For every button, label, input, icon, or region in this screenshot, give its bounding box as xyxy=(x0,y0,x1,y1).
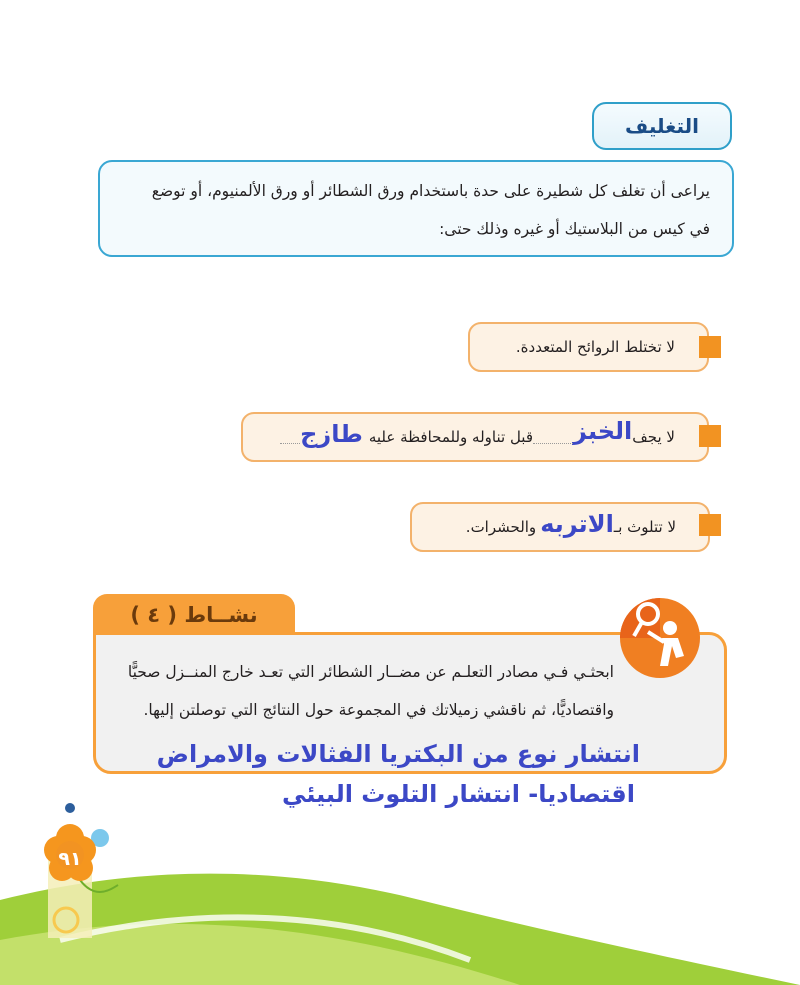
item-prefix: لا يجف xyxy=(632,428,675,446)
intro-box xyxy=(98,160,734,257)
answer-fresh: طازج xyxy=(300,420,363,448)
activity-line-1: ابحثـي فـي مصادر التعلـم عن مضــار الشطائر التي تعـد خارج المنــزل صحيًّا xyxy=(127,663,614,681)
handwritten-answer-line-2: اقتصاديا- انتشار التلوث البيئي xyxy=(282,780,635,808)
fill-blank xyxy=(533,431,573,444)
item-prefix: لا تتلوث بـ xyxy=(613,518,676,536)
handwritten-answer-line-1: انتشار نوع من البكتريا الفثالات والامراض xyxy=(156,740,640,768)
flower-small-icon xyxy=(65,803,75,813)
intro-line-2: في كيس من البلاستيك أو غيره وذلك حتى: xyxy=(439,220,710,238)
item-suffix: والحشرات. xyxy=(465,518,537,536)
list-item xyxy=(468,322,709,372)
item-middle: قبل تناوله وللمحافظة عليه xyxy=(368,428,534,446)
section-title: التغليف xyxy=(592,102,732,150)
activity-research-icon xyxy=(614,596,706,680)
answer-dust: الاتربه xyxy=(540,510,614,538)
item-text: لا تختلط الروائح المتعددة. xyxy=(515,338,675,356)
fill-blank xyxy=(280,431,300,444)
bullet-square-icon xyxy=(699,514,721,536)
list-item xyxy=(410,502,710,552)
bullet-square-icon xyxy=(699,425,721,447)
bottom-decoration xyxy=(0,790,800,985)
bullet-square-icon xyxy=(699,336,721,358)
answer-bread: الخبز xyxy=(573,417,633,445)
intro-line-1: يراعى أن تغلف كل شطيرة على حدة باستخدام ورق الشطائر أو ورق الألمنيوم، أو توضع xyxy=(151,182,710,200)
activity-line-2: واقتصاديًّا، ثم ناقشي زميلاتك في المجموعة حول النتائج التي توصلتن إليها. xyxy=(143,701,614,719)
page-number: ٩١ xyxy=(58,848,82,870)
list-item xyxy=(241,412,709,462)
activity-title: نشــاط ( ٤ ) xyxy=(93,594,295,636)
